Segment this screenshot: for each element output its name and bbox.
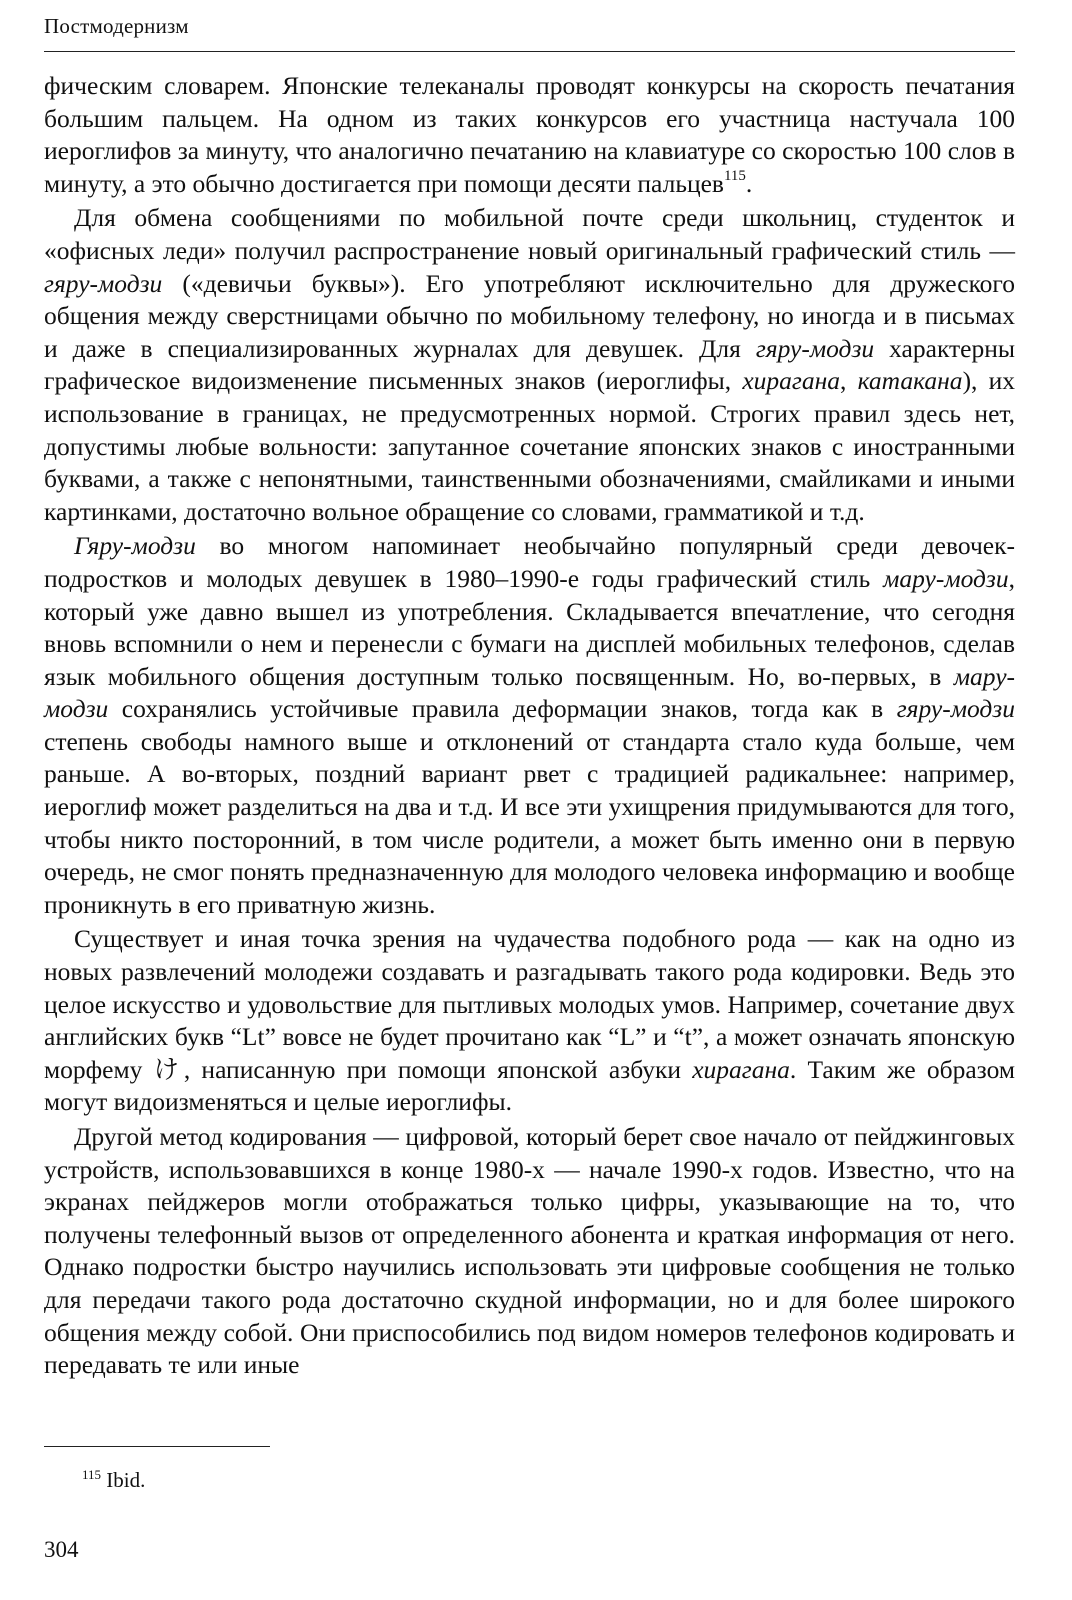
footnote-reference[interactable]: 115 [723,167,746,184]
paragraph-5: Другой метод кодирования — цифровой, который берет свое начало от пейджинговых устройств, использовавшихся в конце 1980-х — начале 1990-х годов. Известно, что на экранах пейджеров могли отображаться только цифры, указывающие на то, что получены телефонный вызов от определенного абонента и краткая информация от него. Однако подростки быстро научились использовать эти цифровые сообщения не только для передачи такого рода достаточно скудной информации, но и для более широкого общения между собой. Они приспособились под видом номеров телефонов кодировать и передавать те или иные [44,1122,1015,1380]
page-number: 304 [44,1537,79,1562]
term-italic: хирагана [742,366,841,396]
term-italic: мару-модзи [883,563,1009,593]
footnote-number: 115 [82,1467,102,1482]
paragraph-2: Для обмена сообщениями по мобильной почте среди школьниц, студенток и «офисных леди» получил распространение новый оригинальный графический стиль — гяру-модзи («девичьи буквы»). Его употребляют исключительно для дружеского общения между сверстницами обычно по мобильному телефону, но иногда и в письмах и даже в специализированных журналах для девушек. Для гяру-модзи характерны графическое видоизменение письменных знаков (иероглифы, хирагана, катакана), их использование в границах, не предусмотренных нормой. Строгих правил здесь нет, допустимы любые вольности: запутанное сочетание японских знаков с иностранными буквами, а также с непонятными, таинственными обозначениями, смайликами и иными картинками, достаточно вольное обращение со словами, грамматикой и т.д. [44,203,1016,526]
paragraph-3: Гяру-модзи во многом напоминает необычайно популярный среди девочек-подростков и молодых девушек в 1980–1990-е годы графический стиль мару-модзи, который уже давно вышел из употребления. Складывается впечатление, что сегодня вновь вспомнили о нем и перенесли с бумаги на дисплей мобильных телефонов, сделав язык мобильного общения доступным только посвященным. Но, во-первых, в мару-модзи сохранялись устойчивые правила деформации знаков, тогда как в гяру-модзи степень свободы намного выше и отклонений от стандарта стало куда больше, чем раньше. А во-вторых, поздний вариант рвет с традицией радикальнее: например, иероглиф может разделиться на два и т.д. И все эти ухищрения придумываются для того, чтобы никто посторонний, в том числе родители, а может быть именно они в первую очередь, не смог понять предназначенную для молодого человека информацию и вообще проникнуть в его приватную жизнь. [44,531,1015,919]
header-divider [44,51,1015,52]
book-page [44,0,1015,1600]
paragraph-1: фическим словарем. Японские телеканалы проводят конкурсы на скорость печатания большим пальцем. На одном из таких конкурсов его участница настучала 100 иероглифов за минуту, что аналогично печатанию на клавиатуре со скоростью 100 слов в минуту, а это обычно достигается при помощи десяти пальцев$^{115}$. [44,71,1015,198]
term-italic: мару-модзи [44,661,1015,724]
term-italic: Гяру-модзи [74,531,196,561]
term-italic: катакана [857,366,963,396]
term-italic: гяру-модзи [44,268,163,298]
body-text [44,70,1015,1382]
footnote-divider [44,1446,270,1447]
term-italic: гяру-модзи [755,333,875,363]
footnote-text: Ibid. [101,1468,146,1492]
running-header: Постмодернизм [44,14,189,38]
paragraph-4: Существует и иная точка зрения на чудачества подобного рода — как на одно из новых развлечений молодежи создавать и разгадывать такого рода кодировки. Ведь это целое искусство и удовольствие для пытливых молодых умов. Например, сочетание двух английских букв “Lt” вовсе не будет прочитано как “L” и “t”, а может означать японскую морфему け, написанную при помощи японской азбуки хирагана. Таким же образом могут видоизменяться и целые иероглифы. [44,924,1015,1117]
term-italic: гяру-модзи [896,694,1015,724]
footnote [82,1468,145,1493]
term-italic: хирагана [692,1054,790,1084]
